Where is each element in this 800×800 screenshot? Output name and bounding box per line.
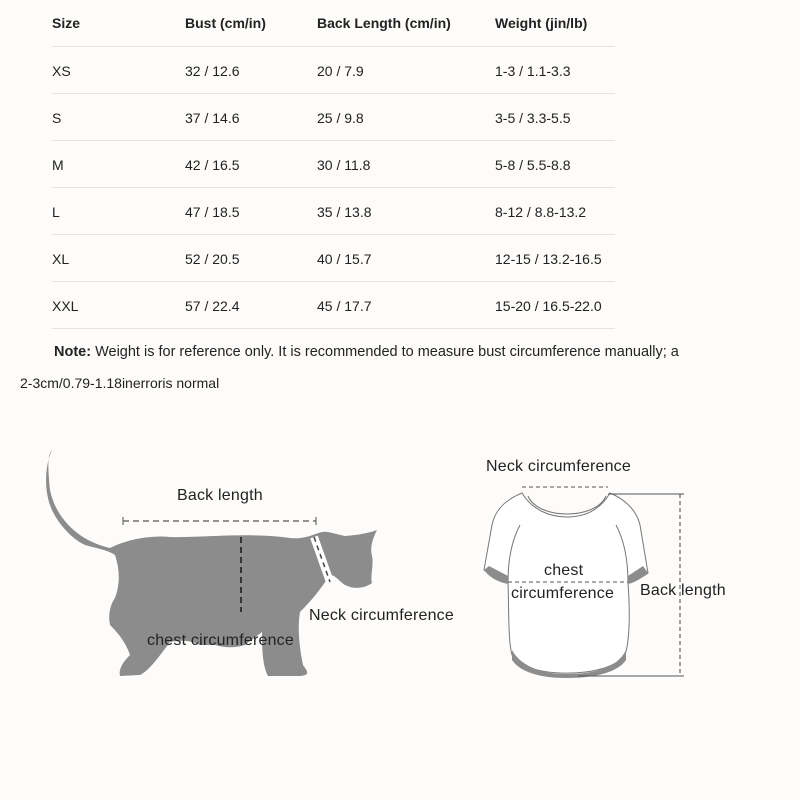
note-text: Weight is for reference only. It is recommended to measure bust circumference manually; a [91,344,679,360]
cell-size: L [52,204,60,220]
header-size: Size [52,15,81,31]
cell-bust: 47 / 18.5 [185,204,240,220]
cell-weight: 1-3 / 1.1-3.3 [495,63,571,79]
cell-back-length: 45 / 17.7 [317,298,372,314]
cell-size: XXL [52,298,79,314]
cat-back-length-label: Back length [177,487,263,504]
cat-neck-label: Neck circumference [309,607,454,624]
cell-back-length: 35 / 13.8 [317,204,372,220]
cell-bust: 37 / 14.6 [185,110,240,126]
cell-bust: 52 / 20.5 [185,251,240,267]
cat-chest-label: chest circumference [147,632,294,649]
cell-size: XS [52,63,71,79]
cell-weight: 3-5 / 3.3-5.5 [495,110,571,126]
cell-bust: 57 / 22.4 [185,298,240,314]
shirt-back-length-label: Back length [640,582,726,599]
cell-back-length: 20 / 7.9 [317,63,364,79]
cell-back-length: 30 / 11.8 [317,157,371,173]
note-line2: 2-3cm/0.79-1.18inerroris normal [20,375,220,391]
cell-weight: 15-20 / 16.5-22.0 [495,298,602,314]
cell-weight: 8-12 / 8.8-13.2 [495,204,587,220]
header-weight: Weight (jin/lb) [495,15,588,31]
cell-back-length: 25 / 9.8 [317,110,364,126]
cell-size: S [52,110,62,126]
cell-bust: 32 / 12.6 [185,63,240,79]
header-back-length: Back Length (cm/in) [317,15,451,31]
header-bust: Bust (cm/in) [185,15,266,31]
cell-weight: 12-15 / 13.2-16.5 [495,251,602,267]
cell-size: M [52,157,64,173]
cell-weight: 5-8 / 5.5-8.8 [495,157,571,173]
shirt-chest-label-2: circumference [511,585,615,602]
cell-bust: 42 / 16.5 [185,157,240,173]
shirt-chest-label-1: chest [544,562,584,579]
cell-back-length: 40 / 15.7 [317,251,372,267]
shirt-neck-label: Neck circumference [486,458,631,475]
note-label: Note: [54,344,92,360]
cell-size: XL [52,251,70,267]
